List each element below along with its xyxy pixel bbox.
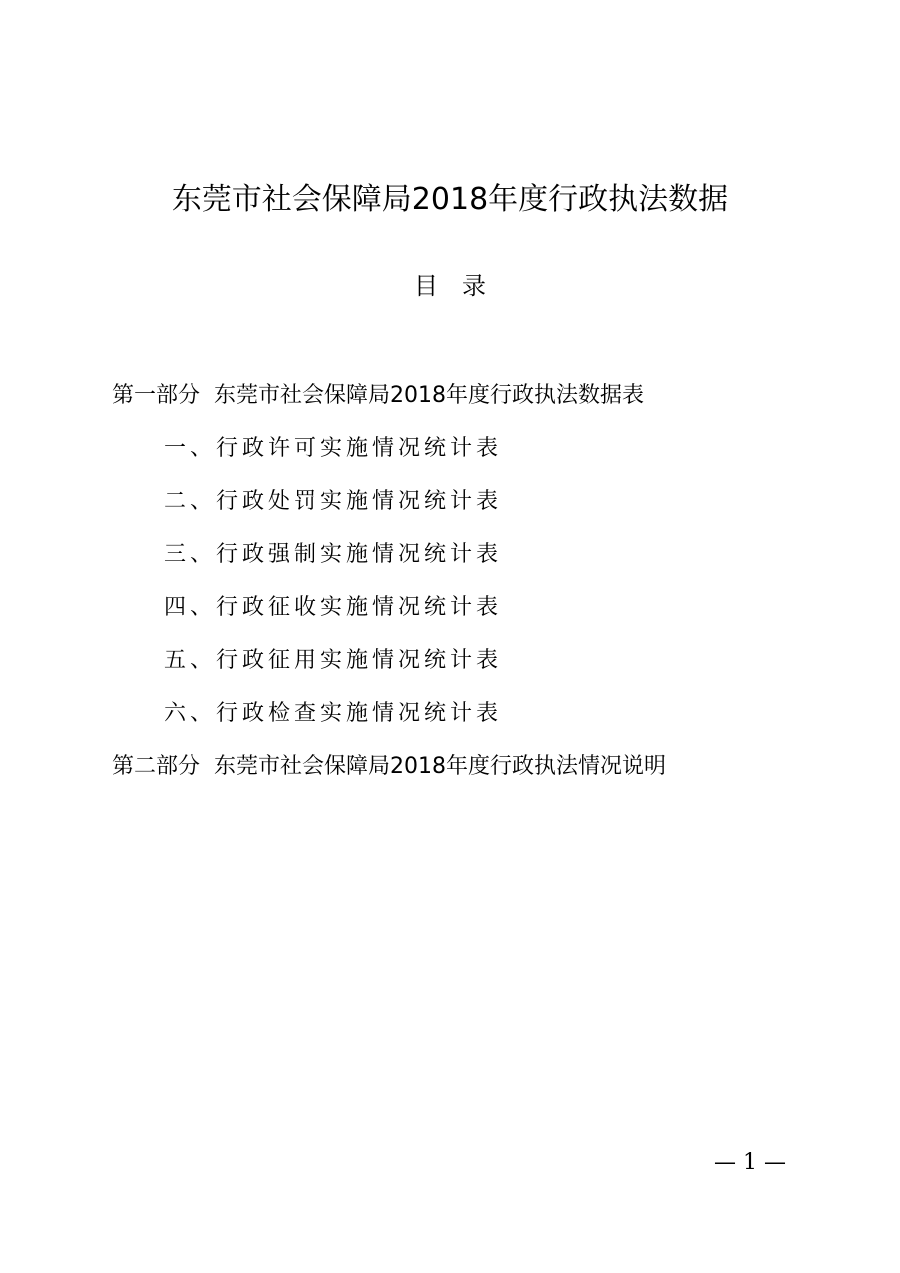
toc-heading — [0, 266, 900, 306]
toc-part-1-label: 第一部分 — [112, 383, 201, 408]
toc-item-5: 五、行政征用实施情况统计表 — [164, 648, 503, 673]
toc-heading-char-2: 录 — [462, 272, 486, 300]
page-number: — 1 — — [714, 1150, 786, 1175]
toc-part-2 — [112, 747, 666, 787]
toc-item-2: 二、行政处罚实施情况统计表 — [164, 489, 503, 514]
document-title: 东莞市社会保障局2018年度行政执法数据 — [171, 182, 729, 217]
toc-part-1 — [112, 376, 644, 416]
toc-item-3: 三、行政强制实施情况统计表 — [164, 542, 503, 567]
toc-part-1-text: 东莞市社会保障局2018年度行政执法数据表 — [214, 383, 645, 408]
toc-item-6: 六、行政检查实施情况统计表 — [164, 701, 503, 726]
toc-part-2-text: 东莞市社会保障局2018年度行政执法情况说明 — [214, 754, 667, 779]
toc-heading-char-1: 目 — [414, 272, 438, 300]
toc-part-2-label: 第二部分 — [112, 754, 201, 779]
toc-item-1: 一、行政许可实施情况统计表 — [164, 436, 503, 461]
toc-item-4: 四、行政征收实施情况统计表 — [164, 595, 503, 620]
